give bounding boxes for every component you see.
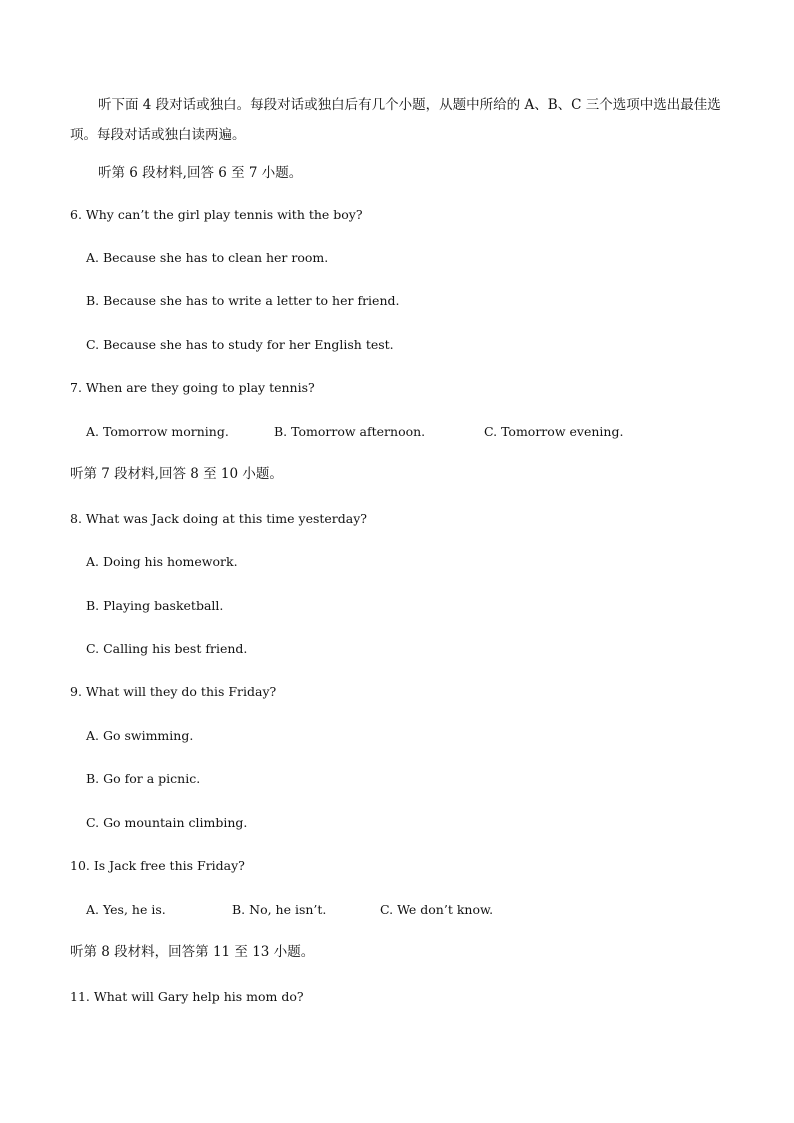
section-7-heading: 听第 7 段材料,回答 8 至 10 小题。: [70, 466, 283, 482]
question-8-option-a: A. Doing his homework.: [86, 554, 238, 569]
question-6-option-c: C. Because she has to study for her English test.: [86, 337, 394, 352]
question-8-option-c: C. Calling his best friend.: [86, 641, 248, 656]
question-9-option-a: A. Go swimming.: [86, 728, 194, 743]
instructions-paragraph: 听下面 4 段对话或独白。每段对话或独白后有几个小题，从题中所给的 A、B、C 三个选项中选出最佳选项。每段对话或独白读两遍。: [70, 97, 721, 143]
question-7-option-b: B. Tomorrow afternoon.: [274, 424, 426, 439]
question-6-option-a: A. Because she has to clean her room.: [86, 250, 329, 265]
question-8: 8. What was Jack doing at this time yesterday?: [70, 511, 367, 526]
question-9: 9. What will they do this Friday?: [70, 684, 277, 699]
section-8-heading: 听第 8 段材料，回答第 11 至 13 小题。: [70, 944, 315, 960]
question-11: 11. What will Gary help his mom do?: [70, 989, 304, 1004]
question-10-option-a: A. Yes, he is.: [86, 902, 166, 917]
question-8-option-b: B. Playing basketball.: [86, 598, 224, 613]
question-7: 7. When are they going to play tennis?: [70, 380, 315, 395]
question-7-option-a: A. Tomorrow morning.: [86, 424, 229, 439]
section-6-heading: 听第 6 段材料,回答 6 至 7 小题。: [98, 165, 303, 181]
question-6: 6. Why can’t the girl play tennis with the boy?: [70, 207, 363, 222]
question-10-option-b: B. No, he isn’t.: [232, 902, 327, 917]
question-10: 10. Is Jack free this Friday?: [70, 858, 245, 873]
question-10-option-c: C. We don’t know.: [380, 902, 494, 917]
question-7-option-c: C. Tomorrow evening.: [484, 424, 624, 439]
question-6-option-b: B. Because she has to write a letter to her friend.: [86, 293, 400, 308]
question-9-option-c: C. Go mountain climbing.: [86, 815, 248, 830]
question-9-option-b: B. Go for a picnic.: [86, 771, 201, 786]
